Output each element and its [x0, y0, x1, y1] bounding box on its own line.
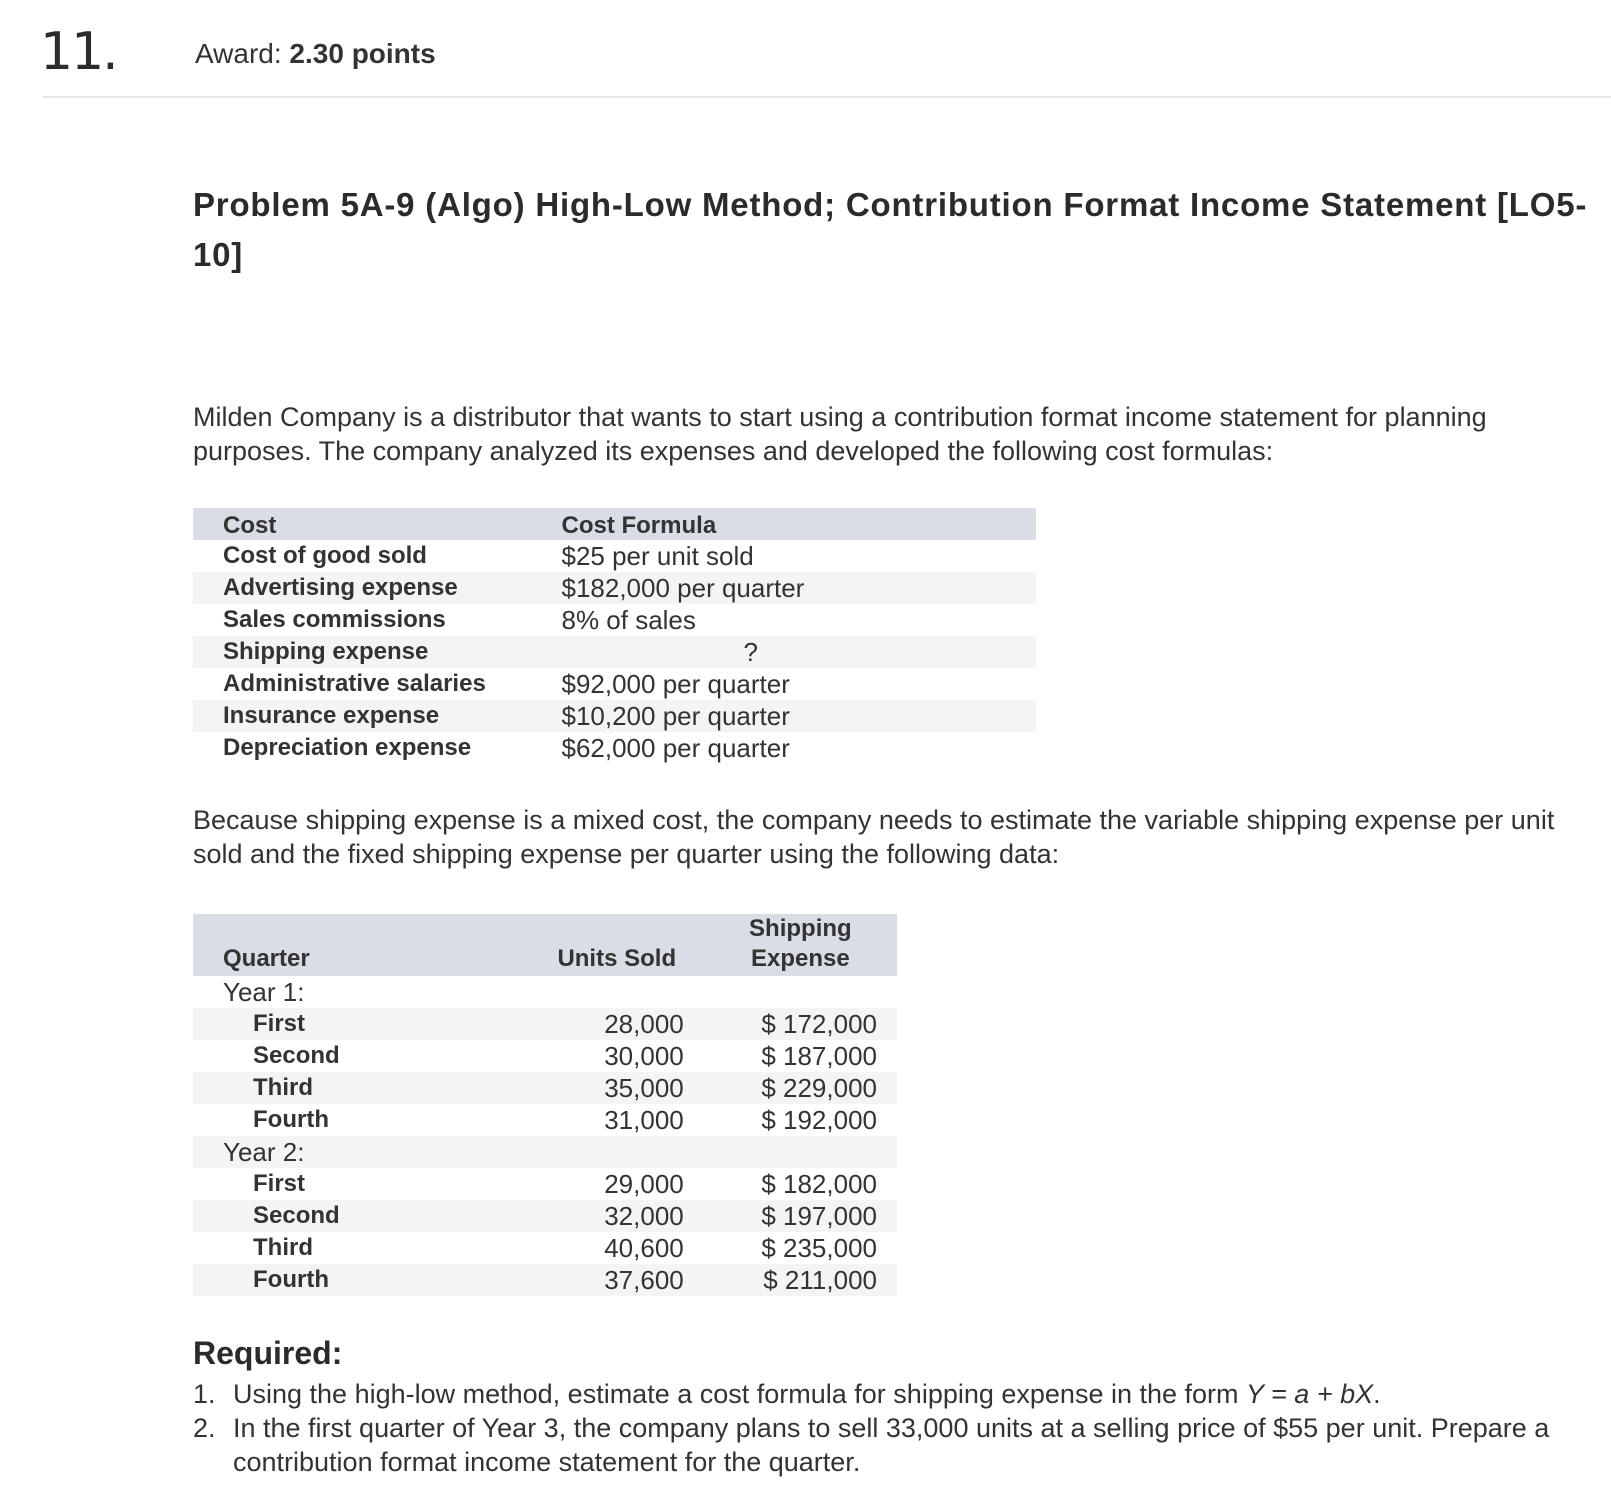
- table-row: [193, 1040, 897, 1072]
- units-sold: 29,000: [604, 1168, 684, 1199]
- table-row: [193, 700, 1036, 732]
- item-number: 1.: [193, 1379, 216, 1409]
- table-row: [193, 636, 1036, 668]
- cost-name: Depreciation expense: [223, 734, 472, 761]
- quarter-name: First: [193, 1008, 530, 1040]
- question-number: 11.: [40, 22, 117, 82]
- shipping-expense: $ 197,000: [704, 1200, 897, 1232]
- year-label: Year 2:: [193, 1136, 530, 1168]
- table-row: [193, 1264, 897, 1296]
- cost-formula-unknown: ?: [561, 636, 1036, 668]
- cost-table-header: [193, 508, 1036, 540]
- shipping-expense: $ 187,000: [761, 1040, 877, 1071]
- item-text: In the first quarter of Year 3, the company plans to sell 33,000 units at a selling price of $55 per unit. Prepare a contribution format income statement for the quarter.: [233, 1413, 1550, 1477]
- expense-column-header: [704, 914, 897, 976]
- problem-title: Problem 5A-9 (Algo) High-Low Method; Contribution Format Income Statement [LO5-10]: [193, 186, 1588, 273]
- shipping-table-header: [193, 914, 897, 976]
- formula-column-header: Cost Formula: [561, 508, 1036, 540]
- table-row: [193, 1200, 897, 1232]
- award-text: Award:: [195, 38, 282, 69]
- cost-formula-table: [193, 508, 1036, 764]
- units-sold: 30,000: [604, 1040, 684, 1071]
- shipping-expense: $ 211,000: [704, 1264, 897, 1296]
- item-number: 2.: [193, 1413, 216, 1443]
- year-label: Year 1:: [223, 976, 305, 1007]
- cost-name: Cost of good sold: [223, 542, 427, 569]
- units-sold: 32,000: [530, 1200, 704, 1232]
- expense-header-line2: Expense: [751, 945, 850, 972]
- table-row: [193, 540, 1036, 572]
- award-points: 2.30 points: [289, 38, 436, 69]
- table-row: [193, 1008, 897, 1040]
- required-item-1: [193, 1377, 1593, 1411]
- units-sold: 35,000: [530, 1072, 704, 1104]
- quarter-name: Second: [253, 1042, 340, 1069]
- cost-formula: $10,200 per quarter: [561, 700, 1036, 732]
- cost-name: Shipping expense: [193, 636, 561, 668]
- units-sold: 31,000: [604, 1104, 684, 1135]
- cost-name: Advertising expense: [193, 572, 561, 604]
- table-row: [193, 604, 1036, 636]
- cost-formula: $62,000 per quarter: [561, 732, 790, 763]
- required-item-2: [193, 1411, 1593, 1479]
- shipping-expense: $ 192,000: [761, 1104, 877, 1135]
- table-row: [193, 668, 1036, 700]
- expense-header-line1: Shipping: [749, 915, 852, 942]
- shipping-expense: $ 229,000: [704, 1072, 897, 1104]
- shipping-intro: Because shipping expense is a mixed cost, the company needs to estimate the variable shipping expense per unit sold and the fixed shipping expense per quarter using the following data:: [193, 805, 1555, 869]
- quarter-column-header: Quarter: [193, 914, 530, 976]
- year-label-row: [193, 1136, 897, 1168]
- item-text: Using the high-low method, estimate a cost formula for shipping expense in the form: [233, 1379, 1247, 1409]
- table-row: [193, 1168, 897, 1200]
- year-label-row: [193, 976, 897, 1008]
- table-row: [193, 1232, 897, 1264]
- required-heading: Required:: [193, 1335, 343, 1371]
- quarter-name: First: [253, 1170, 306, 1197]
- units-column-header: Units Sold: [530, 914, 704, 976]
- cost-name: Administrative salaries: [223, 670, 486, 697]
- problem-intro: Milden Company is a distributor that wants to start using a contribution format income statement for planning purposes. The company analyzed its expenses and developed the following cost formulas:: [193, 402, 1487, 466]
- quarter-name: Fourth: [253, 1106, 329, 1133]
- formula-text: Y = a + bX: [1246, 1379, 1374, 1409]
- award-label: [195, 38, 436, 70]
- table-row: [193, 732, 1036, 764]
- units-sold: 40,600: [604, 1232, 684, 1263]
- shipping-expense: $ 172,000: [704, 1008, 897, 1040]
- quarter-name: Third: [193, 1072, 530, 1104]
- header-divider: [43, 96, 1611, 98]
- cost-formula: $182,000 per quarter: [561, 572, 1036, 604]
- units-sold: 37,600: [530, 1264, 704, 1296]
- shipping-expense: $ 235,000: [761, 1232, 877, 1263]
- cost-name: Insurance expense: [193, 700, 561, 732]
- cost-formula: $25 per unit sold: [561, 540, 754, 571]
- cost-formula: 8% of sales: [561, 604, 696, 635]
- units-sold: 28,000: [530, 1008, 704, 1040]
- shipping-expense: $ 182,000: [761, 1168, 877, 1199]
- table-row: [193, 1104, 897, 1136]
- shipping-data-table: [193, 914, 897, 1296]
- cost-name: Sales commissions: [223, 606, 446, 633]
- item-text-end: .: [1373, 1379, 1381, 1409]
- table-row: [193, 572, 1036, 604]
- table-row: [193, 1072, 897, 1104]
- quarter-name: Fourth: [193, 1264, 530, 1296]
- cost-column-header: Cost: [193, 508, 561, 540]
- quarter-name: Third: [253, 1234, 313, 1261]
- quarter-name: Second: [193, 1200, 530, 1232]
- cost-formula: $92,000 per quarter: [561, 668, 790, 699]
- required-list: [193, 1377, 1593, 1479]
